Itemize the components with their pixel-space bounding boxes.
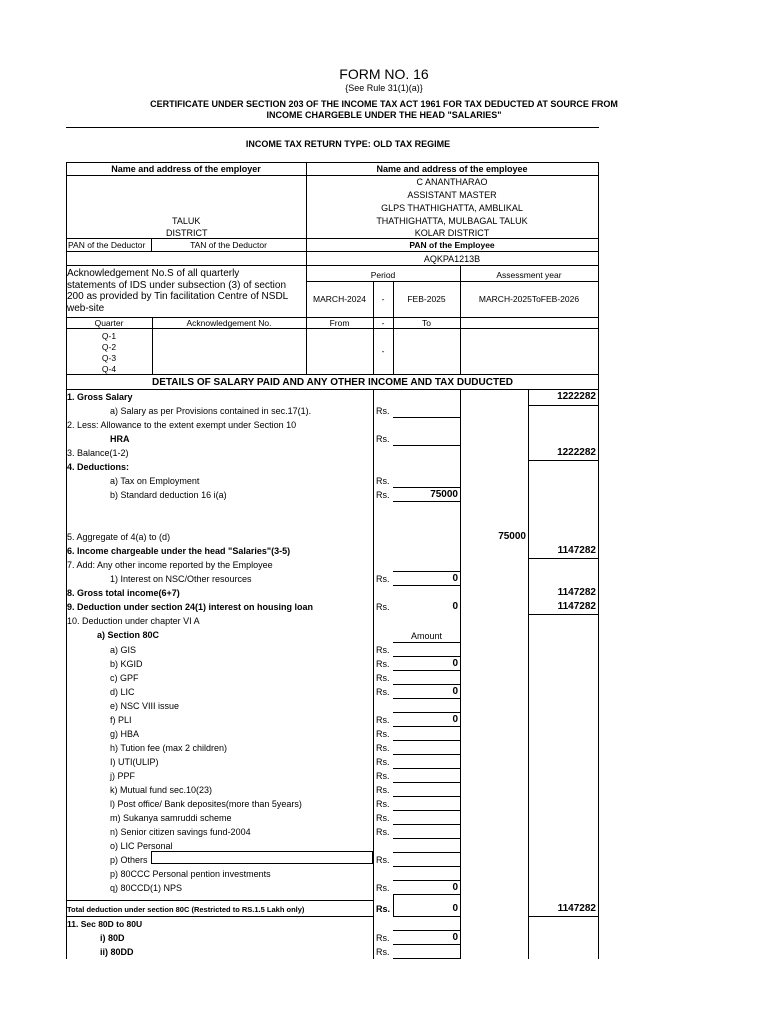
standard-deduction-label: b) Standard deduction 16 i(a): [110, 490, 227, 500]
employer-address-line: DISTRICT: [166, 228, 208, 238]
rs-label: Rs.: [376, 659, 390, 669]
amount-underline: [393, 670, 460, 671]
section-80c-item-label: c) GPF: [110, 673, 139, 683]
quarter-header: Quarter: [94, 318, 124, 328]
section-80c-item-value: 0: [452, 686, 458, 697]
section-80c-item-label: n) Senior citizen savings fund-2004: [110, 827, 251, 837]
assessment-year-label: Assessment year: [496, 270, 562, 280]
salary-section-title: DETAILS OF SALARY PAID AND ANY OTHER INCOME AND TAX DUDUCTED: [152, 377, 513, 388]
regime-line: INCOME TAX RETURN TYPE: OLD TAX REGIME: [245, 139, 451, 149]
quarter-row: Q-4: [101, 364, 117, 374]
hra-label: HRA: [110, 434, 130, 444]
total-80c-total: 1147282: [557, 903, 596, 914]
section-80c-label: a) Section 80C: [97, 630, 160, 640]
amount-underline: [393, 656, 460, 657]
to-header: To: [422, 318, 431, 328]
section-80c-item-label: p) Others: [110, 855, 148, 865]
amount-underline: [393, 824, 460, 825]
item-80d-value: 0: [452, 932, 458, 943]
gross-total-income-value: 1147282: [557, 587, 596, 598]
amount-underline: [393, 782, 460, 783]
nsc-interest-value: 0: [452, 573, 458, 584]
rs-label: Rs.: [376, 476, 390, 486]
employee-address-line: THATHIGHATTA, MULBAGAL TALUK: [376, 216, 528, 226]
section-80c-item-label: l) Post office/ Bank deposites(more than 5years): [110, 799, 302, 809]
rs-label: Rs.: [376, 743, 390, 753]
employee-name: C ANANTHARAO: [416, 177, 488, 187]
employee-designation: ASSISTANT MASTER: [407, 190, 497, 200]
rs-label: Rs.: [376, 785, 390, 795]
pan-deductor-label: PAN of the Deductor: [68, 240, 146, 250]
rs-label: Rs.: [376, 947, 390, 957]
rs-label: Rs.: [376, 855, 390, 865]
rs-label: Rs.: [376, 602, 390, 612]
rs-label: Rs.: [376, 673, 390, 683]
amount-underline: [393, 712, 460, 713]
section-80c-item-label: g) HBA: [110, 729, 140, 739]
quarter-row: Q-2: [101, 342, 117, 352]
rs-label: Rs.: [376, 771, 390, 781]
amount-underline: [393, 684, 460, 685]
salary-17-1-label: a) Salary as per Provisions contained in sec.17(1).: [110, 406, 312, 416]
section-80c-item-label: o) LIC Personal: [110, 841, 173, 851]
section-80c-item-label: d) LIC: [110, 687, 135, 697]
rs-label: Rs.: [376, 715, 390, 725]
rs-label: Rs.: [376, 434, 390, 444]
amount-underline: [393, 754, 460, 755]
ack-no-header: Acknowledgement No.: [186, 318, 272, 328]
section-80c-item-label: I) UTI(ULIP): [110, 757, 159, 767]
item-80d-label: i) 80D: [100, 933, 125, 943]
rs-label: Rs.: [376, 813, 390, 823]
gross-total-income-label: 8. Gross total income(6+7): [67, 588, 180, 598]
rs-label: Rs.: [376, 904, 391, 914]
housing-loan-value: 0: [452, 601, 458, 612]
amount-underline: [393, 698, 460, 699]
section-80c-item-label: a) GIS: [110, 645, 137, 655]
rs-label: Rs.: [376, 406, 390, 416]
amount-label: Amount: [410, 631, 443, 641]
section-80c-item-label: j) PPF: [110, 771, 136, 781]
income-chargeable-label: 6. Income chargeable under the head "Salaries"(3-5): [67, 546, 291, 556]
quarter-row: Q-3: [101, 353, 117, 363]
amount-underline: [393, 740, 460, 741]
total-80c-value: 0: [452, 903, 458, 914]
amount-underline: [393, 894, 460, 895]
from-header: From: [329, 318, 350, 328]
balance-value: 1222282: [557, 447, 596, 458]
rs-label: Rs.: [376, 574, 390, 584]
rs-label: Rs.: [376, 799, 390, 809]
dash-header: -: [381, 318, 385, 328]
tan-deductor-label: TAN of the Deductor: [190, 240, 267, 250]
form-title: FORM NO. 16: [339, 66, 429, 82]
section-80c-item-label: b) KGID: [110, 659, 143, 669]
amount-underline: [393, 852, 460, 853]
rs-label: Rs.: [376, 729, 390, 739]
rs-label: Rs.: [376, 757, 390, 767]
amount-underline: [393, 866, 460, 867]
section-80c-item-label: k) Mutual fund sec.10(23): [110, 785, 213, 795]
pan-employee-value: AQKPA1213B: [423, 254, 481, 264]
certificate-line-2: INCOME CHARGEBLE UNDER THE HEAD "SALARIES": [266, 110, 502, 120]
pan-employee-label: PAN of the Employee: [409, 240, 495, 250]
amount-underline: [393, 726, 460, 727]
section-80c-item-value: 0: [452, 882, 458, 893]
section-80c-item-label: q) 80CCD(1) NPS: [110, 883, 183, 893]
amount-underline: [393, 796, 460, 797]
rs-label: Rs.: [376, 933, 390, 943]
period-from-value: MARCH-2024: [313, 294, 366, 304]
section-80c-item-value: 0: [452, 714, 458, 725]
balance-label: 3. Balance(1-2): [67, 448, 129, 458]
nsc-interest-label: 1) Interest on NSC/Other resources: [110, 574, 252, 584]
chapter-via-label: 10. Deduction under chapter VI A: [67, 616, 200, 626]
item-80dd-label: ii) 80DD: [100, 947, 134, 957]
section-80c-item-label: e) NSC VIII issue: [110, 701, 180, 711]
period-label: Period: [370, 270, 396, 280]
amount-underline: [393, 810, 460, 811]
total-80c-label: Total deduction under section 80C (Restricted to RS.1.5 Lakh only): [67, 905, 305, 914]
section-80c-item-label: h) Tution fee (max 2 children): [110, 743, 228, 753]
other-income-label: 7. Add: Any other income reported by the Employee: [67, 560, 273, 570]
employee-address-line: GLPS THATHIGHATTA, AMBLIKAL: [381, 203, 523, 213]
employer-address-line: TALUK: [172, 216, 201, 226]
housing-loan-total: 1147282: [557, 601, 596, 612]
allowance-label: 2. Less: Allowance to the extent exempt under Section 10: [67, 420, 297, 430]
amount-underline: [393, 838, 460, 839]
quarter-dash: -: [381, 346, 385, 356]
rs-label: Rs.: [376, 827, 390, 837]
others-input-box: [151, 851, 373, 864]
rule-reference: {See Rule 31(1)(a)}: [345, 83, 423, 93]
gross-salary-label: 1. Gross Salary: [67, 392, 133, 402]
tax-employment-label: a) Tax on Employment: [110, 476, 200, 486]
deductions-label: 4. Deductions:: [67, 462, 130, 472]
rs-label: Rs.: [376, 645, 390, 655]
standard-deduction-value: 75000: [430, 489, 458, 500]
amount-underline: [393, 768, 460, 769]
section-80c-item-label: p) 80CCC Personal pention investments: [110, 869, 271, 879]
section-80c-item-label: f) PLI: [110, 715, 132, 725]
amount-underline: [393, 880, 460, 881]
rs-label: Rs.: [376, 687, 390, 697]
income-chargeable-value: 1147282: [557, 545, 596, 556]
housing-loan-label: 9. Deduction under section 24(1) interest on housing loan: [67, 602, 314, 612]
certificate-line-1: CERTIFICATE UNDER SECTION 203 OF THE INCOME TAX ACT 1961 FOR TAX DEDUCTED AT SOURCE FROM: [150, 99, 618, 109]
section-80c-item-label: m) Sukanya samruddi scheme: [110, 813, 232, 823]
rs-label: Rs.: [376, 490, 390, 500]
period-to-value: FEB-2025: [407, 294, 446, 304]
rs-label: Rs.: [376, 883, 390, 893]
aggregate-label: 5. Aggregate of 4(a) to (d): [67, 532, 171, 542]
ack-text: Acknowledgement No.S of all quarterly statements of IDS under subsection (3) of section 200 as provided by Tin facilitation Centre of NSDL web-site: [67, 268, 289, 314]
period-dash: -: [381, 294, 385, 304]
sec-80d-80u-label: 11. Sec 80D to 80U: [67, 919, 143, 929]
assessment-year-value: MARCH-2025ToFEB-2026: [478, 294, 580, 304]
employee-address-line: KOLAR DISTRICT: [414, 228, 490, 238]
section-80c-item-value: 0: [452, 658, 458, 669]
quarter-row: Q-1: [101, 331, 117, 341]
title-underline: [66, 127, 599, 128]
gross-salary-value: 1222282: [557, 391, 596, 402]
employer-header: Name and address of the employer: [111, 164, 261, 174]
employee-header: Name and address of the employee: [376, 164, 528, 174]
aggregate-value: 75000: [498, 531, 526, 542]
